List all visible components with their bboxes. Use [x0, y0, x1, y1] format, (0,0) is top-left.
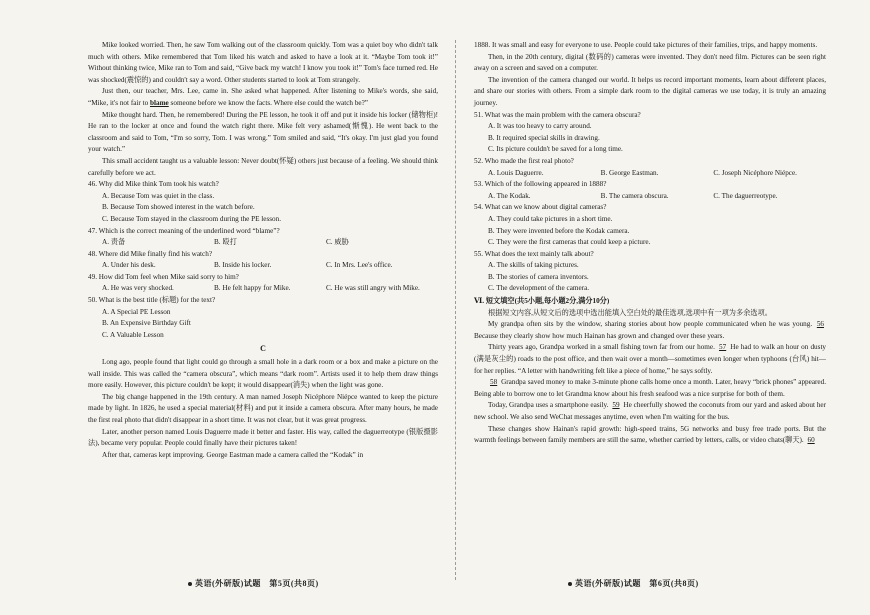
question-stem: 55. What does the text mainly talk about?	[474, 249, 594, 258]
option: C. 威胁	[326, 238, 349, 247]
option: C. Joseph Nicéphore Niépce.	[713, 168, 797, 177]
left-column	[88, 40, 438, 461]
option: A. Louis Daguerre.	[488, 168, 544, 177]
paragraph: After that, cameras kept improving. George Eastman made a camera called the “Kodak” in	[102, 450, 364, 459]
cloze-paragraph: Thirty years ago, Grandpa worked in a small fishing town far from our home. 57 He had to walk an hour on dusty (满是灰尘的) roads to the post office, and then wait over a month—sometimes even longer when typhoons (台风) hit—for her replies. “A letter with handwriting felt like a piece of home,” he says softly.	[474, 343, 827, 375]
question-stem: 51. What was the main problem with the camera obscura?	[474, 110, 641, 119]
option: C. In Mrs. Lee's office.	[326, 261, 393, 270]
question-stem: 48. Where did Mike finally find his watch?	[88, 249, 213, 258]
option: A. He was very shocked.	[102, 284, 174, 293]
option: B. The camera obscura.	[600, 191, 669, 200]
question-47	[88, 226, 438, 249]
paragraph: The big change happened in the 19th century. A man named Joseph Nicéphore Niépce wanted to keep the picture made by light. In 1826, he used a special material(材料) and put it inside a camera obscura. After many hours, he made the first real photo that didn't disappear in a short time. It was not clear, but it was great progress.	[88, 392, 438, 424]
blank-58: 58	[490, 378, 498, 387]
options-row	[88, 283, 438, 295]
question-51	[474, 110, 826, 156]
option: A. The Kodak.	[488, 191, 531, 200]
option: B. 殴打	[214, 238, 237, 247]
options-row	[88, 237, 438, 249]
option: B. George Eastman.	[600, 168, 659, 177]
option: B. Because Tom showed interest in the watch before.	[102, 203, 255, 212]
option: A. It was too heavy to carry around.	[488, 122, 592, 131]
question-46	[88, 179, 438, 225]
column-divider	[455, 40, 456, 580]
blank-60: 60	[807, 436, 815, 445]
option: A. 责备	[102, 238, 126, 247]
bullet-dot-icon	[568, 582, 572, 586]
option: A. They could take pictures in a short time.	[488, 214, 613, 223]
question-stem: 46. Why did Mike think Tom took his watch?	[88, 180, 219, 189]
question-53	[474, 179, 826, 202]
option: B. They were invented before the Kodak camera.	[488, 226, 630, 235]
question-55	[474, 249, 826, 295]
option: C. The development of the camera.	[488, 284, 590, 293]
question-stem: 49. How did Tom feel when Mike said sorry to him?	[88, 272, 239, 281]
paragraph: Mike thought hard. Then, he remembered! During the PE lesson, he took it off and put it inside his locker (储物柜)! He ran to the locker at once and found the watch right there. Mike felt very ashamed(惭愧). He went back to the classroom and said to Tom, “I'm so sorry, Tom. I was wrong.” Tom smiled and said, “It's okay. I'm just glad you found your watch.”	[88, 110, 438, 154]
option: C. Because Tom stayed in the classroom during the PE lesson.	[102, 214, 282, 223]
paragraph: Just then, our teacher, Mrs. Lee, came in. She asked what happened. After listening to Mike's words, she said, “Mike, it's not fair to blame someone before we know the facts. Where else could the watch be?”	[88, 87, 438, 107]
cloze-paragraph: Today, Grandpa uses a smartphone easily. 59 He cheerfully showed the coconuts from our yard and asked about her new school. We also send WeChat messages anytime, even when I'm waiting for the bus.	[474, 401, 827, 421]
section-c-heading: C	[260, 344, 266, 354]
question-stem: 54. What can we know about digital cameras?	[474, 203, 607, 212]
question-stem: 47. Which is the correct meaning of the underlined word “blame”?	[88, 226, 280, 235]
option: C. The daguerreotype.	[713, 191, 778, 200]
question-stem: 52. Who made the first real photo?	[474, 156, 574, 165]
blank-59: 59	[612, 401, 620, 410]
bullet-dot-icon	[188, 582, 192, 586]
question-50	[88, 295, 438, 341]
paragraph: Long ago, people found that light could go through a small hole in a dark room or a box and make a picture on the wall inside. This was called the “camera obscura”, which means “dark room”. Artists used it to help them draw things more easily. However, this picture couldn't be kept; it would disappear(消失) when the light was gone.	[88, 358, 438, 390]
paragraph: The invention of the camera changed our world. It helps us record important moments, learn about different places, and share our stories with others. From a simple dark room to the digital cameras we use today, it is truly an amazing journey.	[474, 75, 826, 107]
option: C. A Valuable Lesson	[102, 330, 164, 339]
option: B. Inside his locker.	[214, 261, 272, 270]
option: C. He was still angry with Mike.	[326, 284, 420, 293]
question-stem: 53. Which of the following appeared in 1888?	[474, 180, 607, 189]
option: B. It required special skills in drawing.	[488, 133, 600, 142]
question-49	[88, 272, 438, 295]
options-row	[88, 260, 438, 272]
question-52	[474, 156, 826, 179]
section-instructions: 根据短文内容,从短文后的选项中选出能填入空白处的最佳选项,选项中有一项为多余选项。	[488, 308, 772, 317]
option: B. An Expensive Birthday Gift	[102, 319, 191, 328]
cloze-paragraph: 58 Grandpa saved money to make 3-minute phone calls home once a month. Later, heavy “brick phones” appeared. Being able to borrow one to let Grandma know about his fresh seafood was a nice surprise for both of them.	[474, 378, 827, 398]
paragraph: Later, another person named Louis Daguerre made it better and faster. His way, called the daguerreotype (银版摄影法), became very popular. People could finally have their pictures taken!	[88, 427, 438, 448]
cloze-paragraph: My grandpa often sits by the window, sharing stories about how people communicated when he was young. 56 Because they clearly show how much Hainan has grown and changed over these years.	[474, 320, 825, 340]
underlined-word-blame: blame	[149, 98, 169, 107]
options-row	[474, 191, 826, 203]
option: C. Its picture couldn't be saved for a long time.	[488, 145, 623, 154]
option: A. The skills of taking pictures.	[488, 261, 579, 270]
option: B. He felt happy for Mike.	[214, 284, 291, 293]
option: A. A Special PE Lesson	[102, 307, 171, 316]
paragraph: Then, in the 20th century, digital (数码的) cameras were invented. They don't need film. Pictures can be seen right away on a screen and saved on a computer.	[474, 52, 826, 73]
page-footer-left: 英语(外研版)试题 第5页(共8页)	[188, 578, 319, 590]
right-column	[474, 40, 826, 447]
blank-57: 57	[719, 343, 727, 352]
options-row	[474, 168, 826, 180]
cloze-paragraph: These changes show Hainan's rapid growth: high-speed trains, 5G networks and busy free trade ports. But the warmth feelings between family members are still the same, whether carried by letters, calls, or video chats(聊天). 60	[474, 424, 826, 445]
option: B. The stories of camera inventors.	[488, 272, 589, 281]
question-stem: 50. What is the best title (标题) for the text?	[88, 296, 216, 305]
option: A. Under his desk.	[102, 261, 156, 270]
blank-56: 56	[816, 320, 825, 329]
paragraph: 1888. It was small and easy for everyone to use. People could take pictures of their families, trips, and happy moments.	[474, 41, 818, 49]
option: A. Because Tom was quiet in the class.	[102, 191, 215, 200]
paragraph: This small accident taught us a valuable lesson: Never doubt(怀疑) others just because of a feeling. We should think carefully before we act.	[88, 156, 438, 177]
section-title: Ⅵ. 短文填空(共5小题,每小题2分,满分10分)	[474, 297, 610, 306]
paragraph: Mike looked worried. Then, he saw Tom walking out of the classroom quickly. Tom was a quiet boy who didn't talk much with others. Mike remembered that Tom liked his watch and asked to have a look at it. “Maybe Tom took it!” Without thinking twice, Mike ran to Tom and said, “Give back my watch! I know you took it!” Tom's face turned red. He was shocked(震惊的) and couldn't say a word. Other students started to look at Tom strangely.	[88, 41, 438, 84]
question-54	[474, 202, 826, 248]
option: C. They were the first cameras that could keep a picture.	[488, 238, 651, 247]
question-48	[88, 249, 438, 272]
page-footer-right: 英语(外研版)试题 第6页(共8页)	[568, 578, 699, 590]
